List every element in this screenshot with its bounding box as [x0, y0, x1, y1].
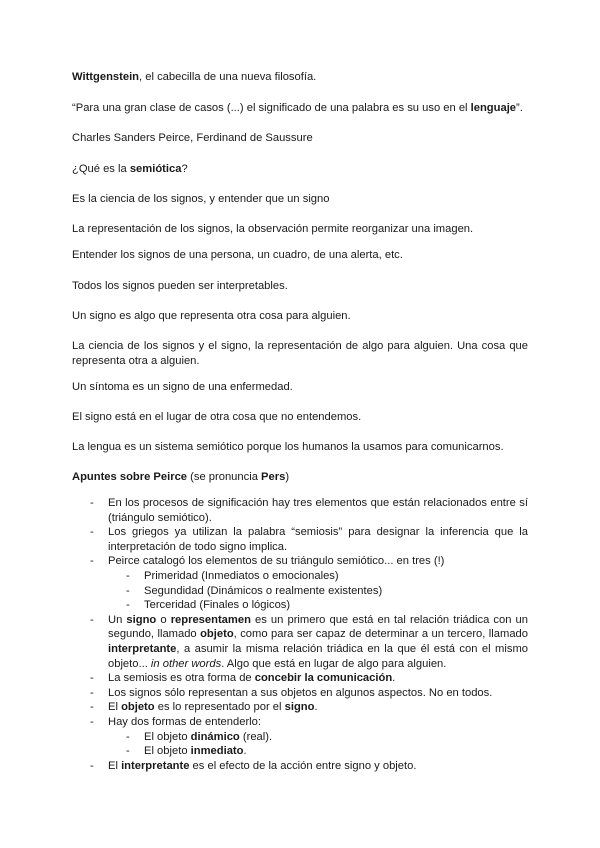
- list-item: - Los signos sólo representan a sus objetos en algunos aspectos. No en todos.: [72, 686, 528, 701]
- paragraph-wittgenstein: Wittgenstein, el cabecilla de una nueva filosofía.: [72, 71, 317, 83]
- list-item: - El objeto es lo representado por el signo.: [72, 700, 528, 715]
- list-item: - La semiosis es otra forma de concebir la comunicación.: [72, 671, 528, 686]
- paragraph-representation: La representación de los signos, la observación permite reorganizar una imagen.: [72, 223, 474, 235]
- sublist-item: - El objeto inmediato.: [108, 744, 528, 759]
- sublist-item: - El objeto dinámico (real).: [108, 730, 528, 745]
- paragraph-definition: Es la ciencia de los signos, y entender que un signo: [72, 193, 330, 205]
- paragraph-authors: Charles Sanders Peirce, Ferdinand de Saussure: [72, 132, 313, 144]
- sublist-objects: [108, 730, 528, 759]
- sublist-categories: [108, 569, 528, 613]
- paragraph-language: La lengua es un sistema semiótico porque los humanos la usamos para comunicarnos.: [72, 441, 504, 453]
- paragraph-question: ¿Qué es la semiótica?: [72, 163, 188, 175]
- list-item: - Los griegos ya utilizan la palabra “semiosis” para designar la inferencia que la interpretación de todo signo implica.: [72, 525, 528, 554]
- paragraph-understand: Entender los signos de una persona, un cuadro, de una alerta, etc.: [72, 249, 403, 261]
- list-item: - En los procesos de significación hay tres elementos que están relacionados entre sí (triángulo semiótico).: [72, 496, 528, 525]
- sublist-item: - Primeridad (Inmediatos o emocionales): [108, 569, 528, 584]
- paragraph-interpretable: Todos los signos pueden ser interpretables.: [72, 280, 288, 292]
- sublist-item: - Terceridad (Finales o lógicos): [108, 598, 528, 613]
- list-item: - Hay dos formas de entenderlo: - El objeto dinámico (real). - El objeto inmediato.: [72, 715, 528, 759]
- sublist-item: - Segundidad (Dinámicos o realmente existentes): [108, 584, 528, 599]
- paragraph-symptom: Un síntoma es un signo de una enfermedad.: [72, 381, 293, 393]
- paragraph-place: El signo está en el lugar de otra cosa que no entendemos.: [72, 411, 362, 423]
- paragraph-sign: Un signo es algo que representa otra cosa para alguien.: [72, 310, 351, 322]
- list-item: - El interpretante es el efecto de la acción entre signo y objeto.: [72, 759, 528, 774]
- paragraph-science: La ciencia de los signos y el signo, la representación de algo para alguien. Una cosa que representa otra a alguien.: [72, 340, 528, 367]
- list-item: - Un signo o representamen es un primero que está en tal relación triádica con un segundo, llamado objeto, como para ser capaz de determinar a un tercero, llamado interpretante, a asumir la misma relación triádica en la que él está con el mismo objeto... in other words. Algo que está en lugar de algo para alguien.: [72, 613, 528, 671]
- paragraph-quote: “Para una gran clase de casos (...) el significado de una palabra es su uso en el lenguaje”.: [72, 102, 523, 114]
- list-item: - Peirce catalogó los elementos de su triángulo semiótico... en tres (!) - Primeridad (Inmediatos o emocionales) - Segundidad (Dinámicos o realmente existentes) - Terceridad (Finales o lógicos): [72, 554, 528, 612]
- peirce-notes-list: [72, 496, 528, 773]
- section-heading-peirce: Apuntes sobre Peirce (se pronuncia Pers): [72, 471, 290, 483]
